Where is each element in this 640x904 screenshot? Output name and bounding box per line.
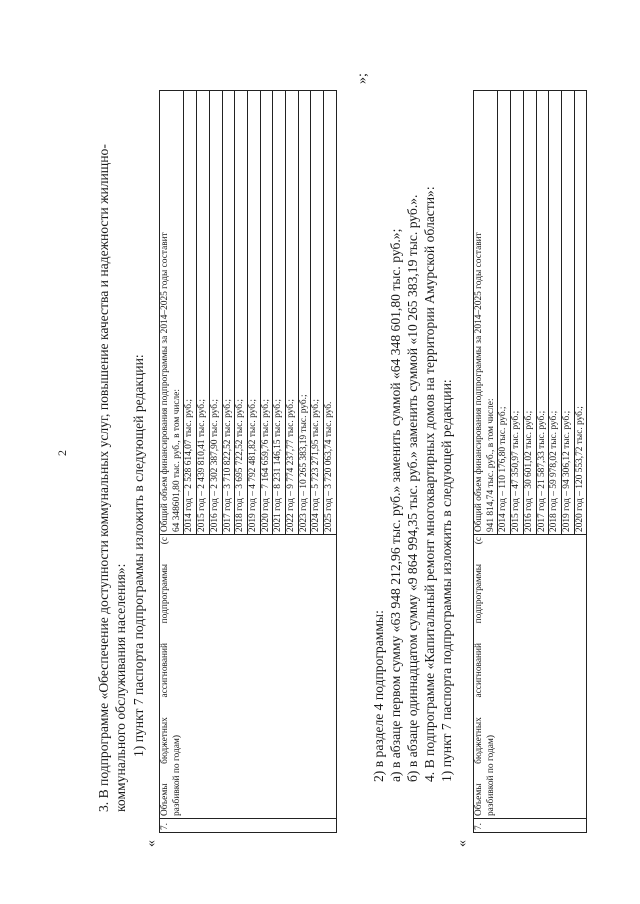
section-4-heading: 4. В подпрограмме «Капитальный ремонт многоквартирных домов на территории Амурской области»:	[422, 186, 437, 782]
section-3-heading: 3. В подпрограмме «Обеспечение доступности коммунальных услуг, повышение качества и надежности жилищно-	[96, 144, 111, 812]
year-line: 2024 год – 5 723 271,95 тыс. руб.;	[310, 90, 323, 535]
financing-intro: Общий объем финансирования подпрограммы за 2014–2025 годы составит	[160, 232, 170, 532]
section-3-item-2b: б) в абзаце одиннадцатом сумму «9 864 994,35 тыс. руб.» заменить суммой «10 265 383,19 тыс. руб.».	[405, 194, 420, 782]
row-title-line-1: Объемы бюджетных ассигнований подпрограммы (с	[474, 537, 484, 816]
financing-total: 64 348601,80 тыс. руб., в том числе:	[171, 389, 182, 532]
section-4-item-1: 1) пункт 7 паспорта подпрограммы изложить в следующей редакции:	[439, 379, 454, 782]
year-line: 2020 год – 120 553,72 тыс. руб.;	[574, 90, 587, 535]
quote-close-1: »;	[355, 73, 370, 84]
year-line: 2021 год – 8 231 146,15 тыс. руб.;	[272, 90, 285, 535]
passport-table-1	[159, 90, 337, 833]
row-number: 7.	[474, 819, 587, 833]
row-title-line-2: разбивкой по годам)	[171, 735, 182, 816]
financing-total: 941 814,74 тыс. руб., в том числе:	[485, 398, 496, 532]
year-line: 2014 год – 2 528 614,07 тыс. руб.;	[183, 90, 196, 535]
passport-table-2	[473, 90, 587, 833]
year-line: 2016 год – 2 302 387,90 тыс. руб.;	[209, 90, 222, 535]
year-line: 2015 год – 2 439 810,41 тыс. руб.;	[196, 90, 209, 535]
year-line: 2025 год – 3 720 063,74 тыс. руб.	[323, 90, 336, 535]
page-number: 2	[55, 450, 69, 456]
year-line: 2017 год – 3 710 822,52 тыс. руб.;	[222, 90, 235, 535]
year-line: 2015 год – 47 350,97 тыс. руб.;	[510, 90, 523, 535]
financing-cell	[474, 91, 587, 535]
year-line: 2020 год – 7 164 659,76 тыс. руб.;	[260, 90, 273, 535]
year-line: 2016 год – 30 601,02 тыс. руб.;	[523, 90, 536, 535]
row-title	[474, 535, 587, 819]
row-number: 7.	[160, 819, 337, 833]
section-3-item-2a: а) в абзаце первом сумму «63 948 212,96 тыс. руб.» заменить суммой «64 348 601,80 тыс. руб.»;	[388, 228, 403, 782]
year-line: 2014 год – 110 176,80 тыс. руб.;	[497, 90, 510, 535]
section-3-item-1: 1) пункт 7 паспорта подпрограммы изложить в следующей редакции:	[131, 354, 146, 757]
year-line: 2022 год – 9 774 237,77 тыс. руб.;	[285, 90, 298, 535]
row-title-line-1: Объемы бюджетных ассигнований подпрограммы (с	[160, 537, 170, 816]
year-line: 2019 год – 4 792 481,82 тыс. руб.;	[247, 90, 260, 535]
section-3-item-2: 2) в разделе 4 подпрограммы:	[371, 610, 386, 782]
table-row	[474, 91, 587, 833]
row-title-line-2: разбивкой по годам)	[485, 735, 496, 816]
year-line: 2018 год – 3 695 722,52 тыс. руб.;	[234, 90, 247, 535]
year-line: 2023 год – 10 265 383,19 тыс. руб.;	[298, 90, 311, 535]
quote-open-1: «	[144, 840, 159, 847]
section-3-heading-cont: коммунального обслуживания населения»:	[113, 563, 128, 812]
financing-intro: Общий объем финансирования подпрограммы за 2014–2025 годы составит	[474, 232, 484, 532]
year-line: 2019 год – 94 306,12 тыс. руб.;	[561, 90, 574, 535]
year-line: 2017 год – 21 587,33 тыс. руб.;	[536, 90, 549, 535]
row-title	[160, 535, 337, 819]
table-row	[160, 91, 337, 833]
quote-open-2: «	[455, 840, 470, 847]
financing-cell	[160, 91, 337, 535]
year-line: 2018 год – 59 978,02 тыс. руб.;	[548, 90, 561, 535]
